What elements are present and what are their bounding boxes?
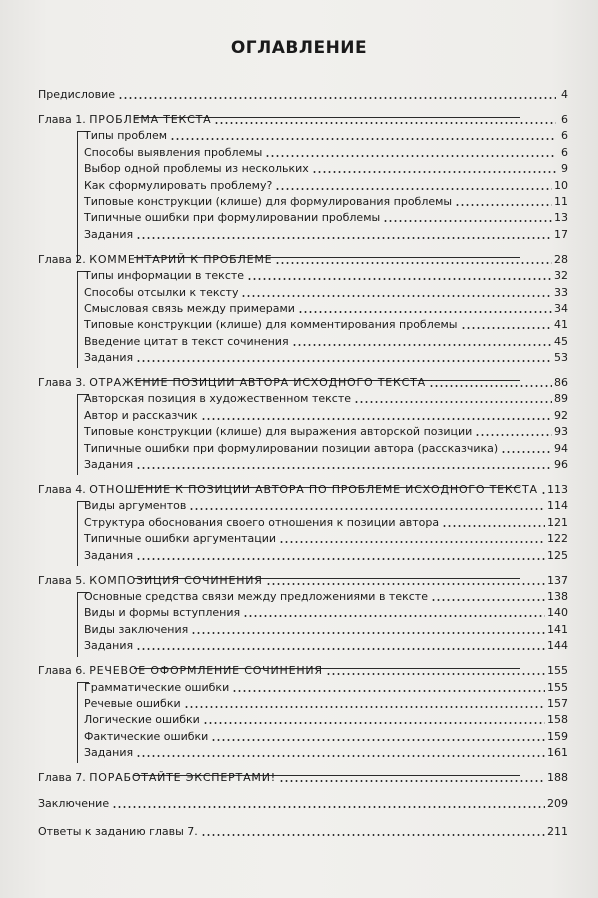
toc-entry: Способы выявления проблемы 6 (84, 145, 568, 159)
toc-entry: Задания 17 (84, 227, 568, 241)
toc-entry: Речевые ошибки 157 (84, 696, 568, 710)
toc-entry: Грамматические ошибки 155 (84, 680, 568, 694)
toc-entry: Основные средства связи между предложениями в тексте 138 (84, 589, 568, 603)
chapter-1-heading: Глава 1. ПРОБЛЕМА ТЕКСТА 6 (38, 113, 568, 126)
toc-entry: Введение цитат в текст сочинения 45 (84, 334, 568, 348)
toc-entry: Типы информации в тексте 32 (84, 269, 568, 283)
chapter-4-block (38, 481, 568, 563)
table-of-contents (38, 88, 568, 839)
toc-entry: Авторская позиция в художественном тексте 89 (84, 392, 568, 406)
toc-entry: Типовые конструкции (клише) для комментирования проблемы 41 (84, 318, 568, 332)
toc-entry: Виды аргументов 114 (84, 499, 568, 513)
chapter-2-heading: Глава 2. КОММЕНТАРИЙ К ПРОБЛЕМЕ 28 (38, 252, 568, 266)
toc-entry: Типовые конструкции (клише) для формулирования проблемы 11 (84, 194, 568, 208)
chapter-7-block (38, 769, 568, 785)
toc-entry: Автор и рассказчик 92 (84, 408, 568, 422)
toc-entry: Фактические ошибки 159 (84, 729, 568, 743)
chapter-3-heading: Глава 3. ОТРАЖЕНИЕ ПОЗИЦИИ АВТОРА ИСХОДНОГО ТЕКСТА 86 (38, 376, 568, 390)
chapter-1-block (38, 111, 568, 242)
toc-entry: Задания 96 (84, 458, 568, 472)
toc-entry: Логические ошибки 158 (84, 713, 568, 727)
chapter-6-block (38, 662, 568, 760)
toc-entry: Задания 53 (84, 351, 568, 365)
chapter-3-block (38, 374, 568, 472)
toc-entry: Выбор одной проблемы из нескольких 9 (84, 162, 568, 176)
toc-entry: Типичные ошибки аргументации 122 (84, 532, 568, 546)
toc-entry: Типичные ошибки при формулировании проблемы 13 (84, 211, 568, 225)
toc-entry: Типовые конструкции (клише) для выражения авторской позиции 93 (84, 425, 568, 439)
chapter-5-heading: Глава 5. КОМПОЗИЦИЯ СОЧИНЕНИЯ 137 (38, 573, 568, 587)
chapter-5-block (38, 572, 568, 654)
toc-entry: Структура обоснования своего отношения к позиции автора 121 (84, 515, 568, 529)
toc-entry: Типы проблем 6 (84, 129, 568, 143)
toc-entry: Виды и формы вступления 140 (84, 606, 568, 620)
toc-entry: Смысловая связь между примерами 34 (84, 301, 568, 315)
toc-entry-preface: Предисловие 4 (38, 88, 568, 101)
toc-entry: Задания 144 (84, 639, 568, 653)
toc-entry: Виды заключения 141 (84, 622, 568, 636)
toc-entry: Как сформулировать проблему? 10 (84, 178, 568, 192)
toc-entry: Типичные ошибки при формулировании позиции автора (рассказчика) 94 (84, 441, 568, 455)
toc-entry-conclusion: Заключение 209 (38, 797, 568, 811)
toc-entry: Способы отсылки к тексту 33 (84, 285, 568, 299)
chapter-4-heading: Глава 4. ОТНОШЕНИЕ К ПОЗИЦИИ АВТОРА ПО ПРОБЛЕМЕ ИСХОДНОГО ТЕКСТА 113 (38, 483, 568, 497)
chapter-7-heading: Глава 7. ПОРАБОТАЙТЕ ЭКСПЕРТАМИ! 188 (38, 771, 568, 785)
chapter-2-block (38, 251, 568, 365)
toc-entry-answers: Ответы к заданию главы 7. 211 (38, 825, 568, 839)
toc-entry: Задания 125 (84, 548, 568, 562)
page-title: ОГЛАВЛЕНИЕ (230, 38, 368, 58)
chapter-6-heading: Глава 6. РЕЧЕВОЕ ОФОРМЛЕНИЕ СОЧИНЕНИЯ 155 (38, 664, 568, 678)
toc-entry: Задания 161 (84, 746, 568, 760)
